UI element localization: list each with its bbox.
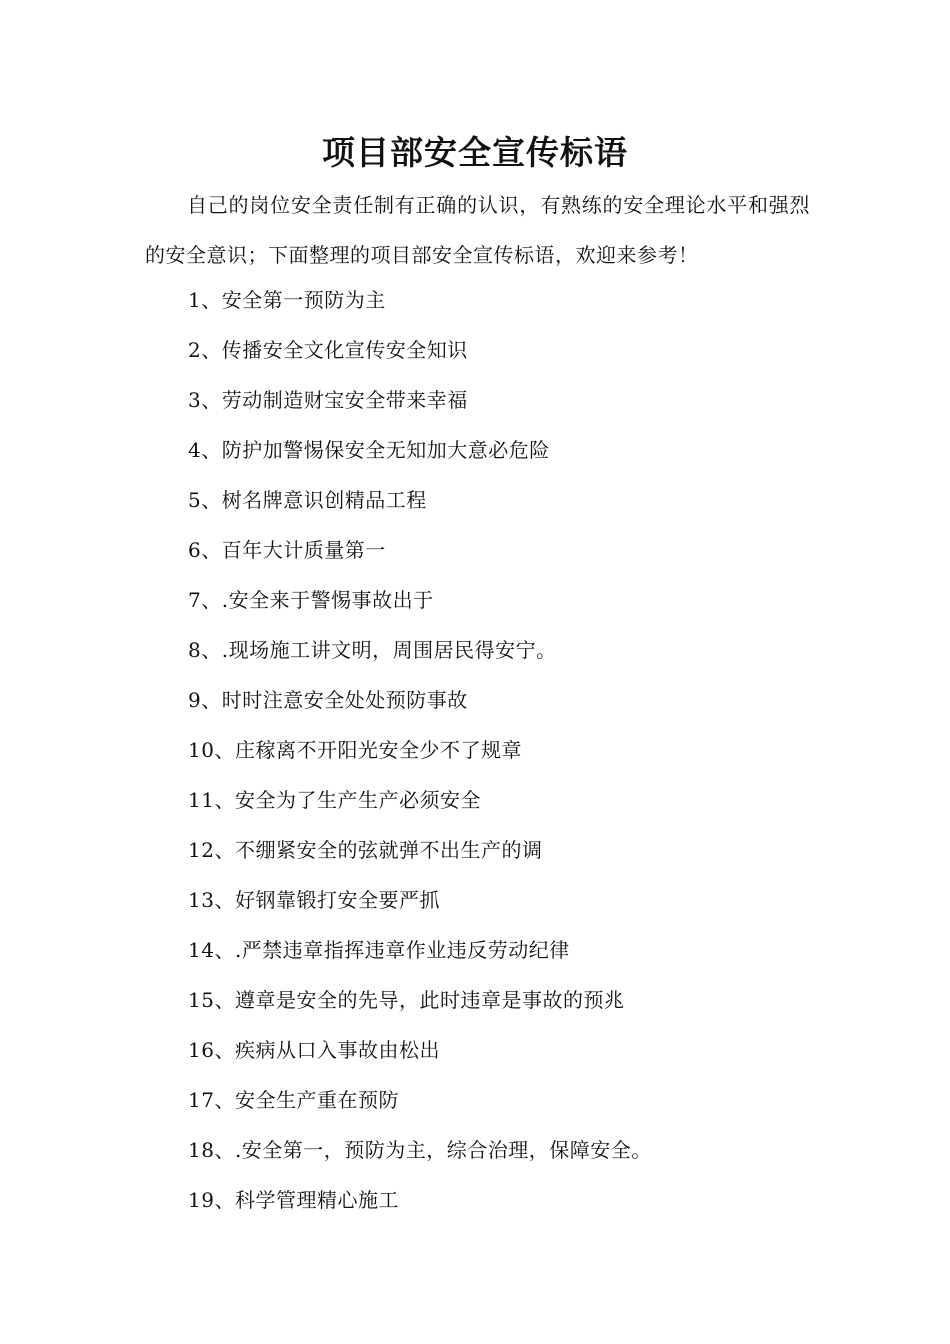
slogan-item: 17、安全生产重在预防: [188, 1088, 399, 1112]
slogan-item: 9、时时注意安全处处预防事故: [188, 688, 468, 712]
slogan-item: 6、百年大计质量第一: [188, 538, 386, 562]
slogan-item: 19、科学管理精心施工: [188, 1188, 399, 1212]
intro-paragraph: 自己的岗位安全责任制有正确的认识，有熟练的安全理论水平和强烈的安全意识；下面整理的项目部安全宣传标语，欢迎来参考！: [145, 193, 810, 267]
slogan-item: 12、不绷紧安全的弦就弹不出生产的调: [188, 838, 543, 862]
slogan-item: 15、遵章是安全的先导，此时违章是事故的预兆: [188, 988, 625, 1012]
slogan-item: 18、.安全第一，预防为主，综合治理，保障安全。: [188, 1138, 652, 1162]
slogan-item: 8、.现场施工讲文明，周围居民得安宁。: [188, 638, 557, 662]
slogan-item: 11、安全为了生产生产必须安全: [188, 788, 481, 812]
slogan-item: 13、好钢靠锻打安全要严抓: [188, 888, 440, 912]
slogan-item: 3、劳动制造财宝安全带来幸福: [188, 388, 468, 412]
slogan-item: 7、.安全来于警惕事故出于: [188, 588, 434, 612]
slogan-item: 10、庄稼离不开阳光安全少不了规章: [188, 738, 522, 762]
slogan-list: [188, 275, 828, 1225]
slogan-item: 2、传播安全文化宣传安全知识: [188, 338, 468, 362]
slogan-item: 5、树名牌意识创精品工程: [188, 488, 427, 512]
slogan-item: 4、防护加警惕保安全无知加大意必危险: [188, 438, 550, 462]
slogan-item: 14、.严禁违章指挥违章作业违反劳动纪律: [188, 938, 570, 962]
slogan-item: 16、疾病从口入事故由松出: [188, 1038, 440, 1062]
slogan-item: 1、安全第一预防为主: [188, 288, 386, 312]
document-title: 项目部安全宣传标语: [322, 133, 628, 172]
